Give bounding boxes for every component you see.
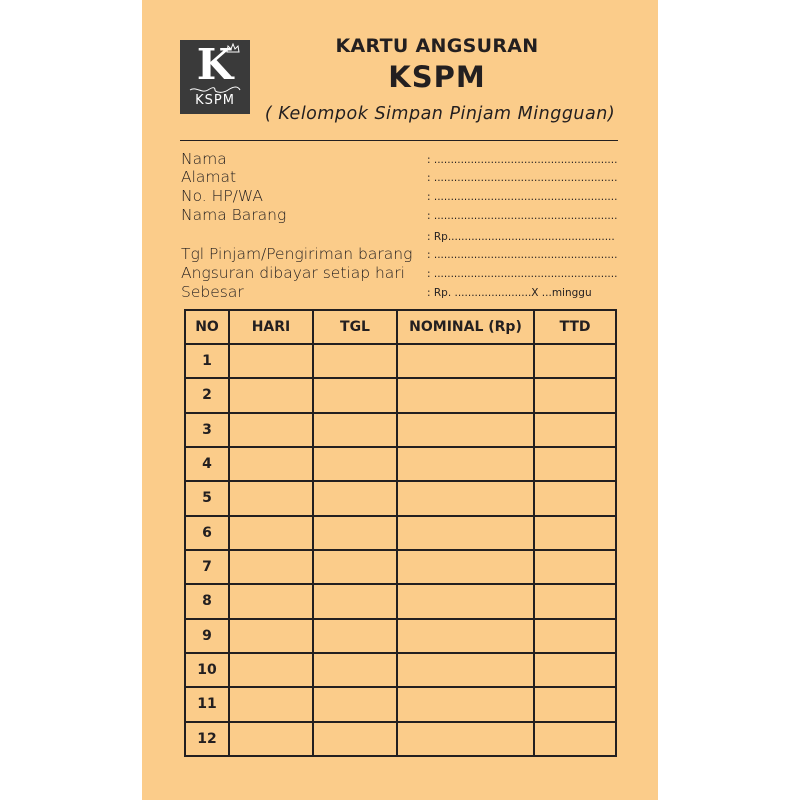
table-row bbox=[185, 653, 616, 687]
cell-tgl[interactable] bbox=[313, 687, 397, 721]
cell-hari[interactable] bbox=[229, 653, 313, 687]
cell-ttd[interactable] bbox=[534, 447, 616, 481]
cell-no: 12 bbox=[185, 722, 229, 756]
cell-ttd[interactable] bbox=[534, 481, 616, 515]
kspm-logo bbox=[180, 40, 250, 114]
cell-no: 2 bbox=[185, 378, 229, 412]
cell-nominal[interactable] bbox=[397, 481, 534, 515]
table-row bbox=[185, 687, 616, 721]
cell-ttd[interactable] bbox=[534, 687, 616, 721]
field-label: No. HP/WA bbox=[181, 187, 263, 205]
cell-no: 11 bbox=[185, 687, 229, 721]
cell-hari[interactable] bbox=[229, 722, 313, 756]
table-row bbox=[185, 481, 616, 515]
field-value: : ....................................................... bbox=[427, 172, 618, 184]
cell-no: 6 bbox=[185, 516, 229, 550]
table-row bbox=[185, 378, 616, 412]
cell-tgl[interactable] bbox=[313, 413, 397, 447]
field-label: Angsuran dibayar setiap hari bbox=[181, 264, 405, 282]
cell-ttd[interactable] bbox=[534, 722, 616, 756]
cell-nominal[interactable] bbox=[397, 550, 534, 584]
cell-no: 9 bbox=[185, 619, 229, 653]
cell-no: 10 bbox=[185, 653, 229, 687]
field-value: : ....................................................... bbox=[427, 191, 618, 203]
cell-tgl[interactable] bbox=[313, 619, 397, 653]
cell-ttd[interactable] bbox=[534, 344, 616, 378]
cell-tgl[interactable] bbox=[313, 378, 397, 412]
column-header-ttd: TTD bbox=[534, 310, 616, 344]
field-label: Nama Barang bbox=[181, 206, 287, 224]
cell-hari[interactable] bbox=[229, 584, 313, 618]
field-label: Alamat bbox=[181, 168, 237, 186]
table-row bbox=[185, 516, 616, 550]
card-tagline: ( Kelompok Simpan Pinjam Mingguan) bbox=[264, 104, 616, 124]
cell-hari[interactable] bbox=[229, 447, 313, 481]
column-header-no: NO bbox=[185, 310, 229, 344]
cell-no: 5 bbox=[185, 481, 229, 515]
cell-nominal[interactable] bbox=[397, 378, 534, 412]
cell-tgl[interactable] bbox=[313, 584, 397, 618]
table-row bbox=[185, 722, 616, 756]
cell-ttd[interactable] bbox=[534, 584, 616, 618]
table-row bbox=[185, 344, 616, 378]
cell-no: 4 bbox=[185, 447, 229, 481]
cell-tgl[interactable] bbox=[313, 722, 397, 756]
logo-text: KSPM bbox=[195, 93, 235, 108]
field-value: : Rp.................................................. bbox=[427, 231, 615, 243]
cell-tgl[interactable] bbox=[313, 344, 397, 378]
cell-hari[interactable] bbox=[229, 481, 313, 515]
field-value: : ....................................................... bbox=[427, 210, 618, 222]
cell-nominal[interactable] bbox=[397, 516, 534, 550]
logo-letter: K bbox=[196, 40, 234, 89]
cell-no: 1 bbox=[185, 344, 229, 378]
field-label: Nama bbox=[181, 150, 227, 168]
field-value: : ....................................................... bbox=[427, 268, 618, 280]
cell-nominal[interactable] bbox=[397, 344, 534, 378]
cell-tgl[interactable] bbox=[313, 447, 397, 481]
column-header-tgl: TGL bbox=[313, 310, 397, 344]
cell-hari[interactable] bbox=[229, 344, 313, 378]
cell-ttd[interactable] bbox=[534, 378, 616, 412]
cell-hari[interactable] bbox=[229, 516, 313, 550]
cell-hari[interactable] bbox=[229, 550, 313, 584]
cell-no: 8 bbox=[185, 584, 229, 618]
cell-nominal[interactable] bbox=[397, 447, 534, 481]
field-value: : Rp. .......................X ...minggu bbox=[427, 287, 592, 299]
installment-table bbox=[184, 309, 617, 757]
card-title: KARTU ANGSURAN bbox=[335, 35, 539, 57]
cell-ttd[interactable] bbox=[534, 619, 616, 653]
cell-no: 7 bbox=[185, 550, 229, 584]
field-label: Sebesar bbox=[181, 283, 244, 301]
table-row bbox=[185, 584, 616, 618]
cell-nominal[interactable] bbox=[397, 722, 534, 756]
cell-ttd[interactable] bbox=[534, 550, 616, 584]
table-row bbox=[185, 447, 616, 481]
cell-nominal[interactable] bbox=[397, 413, 534, 447]
cell-nominal[interactable] bbox=[397, 653, 534, 687]
column-header-nominal: NOMINAL (Rp) bbox=[397, 310, 534, 344]
header-divider bbox=[180, 140, 618, 141]
cell-tgl[interactable] bbox=[313, 550, 397, 584]
cell-ttd[interactable] bbox=[534, 653, 616, 687]
cell-no: 3 bbox=[185, 413, 229, 447]
field-label: Tgl Pinjam/Pengiriman barang bbox=[181, 245, 413, 263]
cell-ttd[interactable] bbox=[534, 413, 616, 447]
table-row bbox=[185, 550, 616, 584]
field-value: : ....................................................... bbox=[427, 154, 618, 166]
cell-hari[interactable] bbox=[229, 687, 313, 721]
cell-ttd[interactable] bbox=[534, 516, 616, 550]
cell-hari[interactable] bbox=[229, 378, 313, 412]
field-value: : ....................................................... bbox=[427, 249, 618, 261]
cell-nominal[interactable] bbox=[397, 619, 534, 653]
table-row bbox=[185, 413, 616, 447]
card-subtitle: KSPM bbox=[388, 60, 486, 94]
table-header-row bbox=[185, 310, 616, 344]
cell-tgl[interactable] bbox=[313, 481, 397, 515]
cell-nominal[interactable] bbox=[397, 687, 534, 721]
cell-hari[interactable] bbox=[229, 619, 313, 653]
cell-tgl[interactable] bbox=[313, 653, 397, 687]
table-row bbox=[185, 619, 616, 653]
cell-nominal[interactable] bbox=[397, 584, 534, 618]
cell-hari[interactable] bbox=[229, 413, 313, 447]
installment-card bbox=[142, 0, 658, 800]
cell-tgl[interactable] bbox=[313, 516, 397, 550]
column-header-hari: HARI bbox=[229, 310, 313, 344]
